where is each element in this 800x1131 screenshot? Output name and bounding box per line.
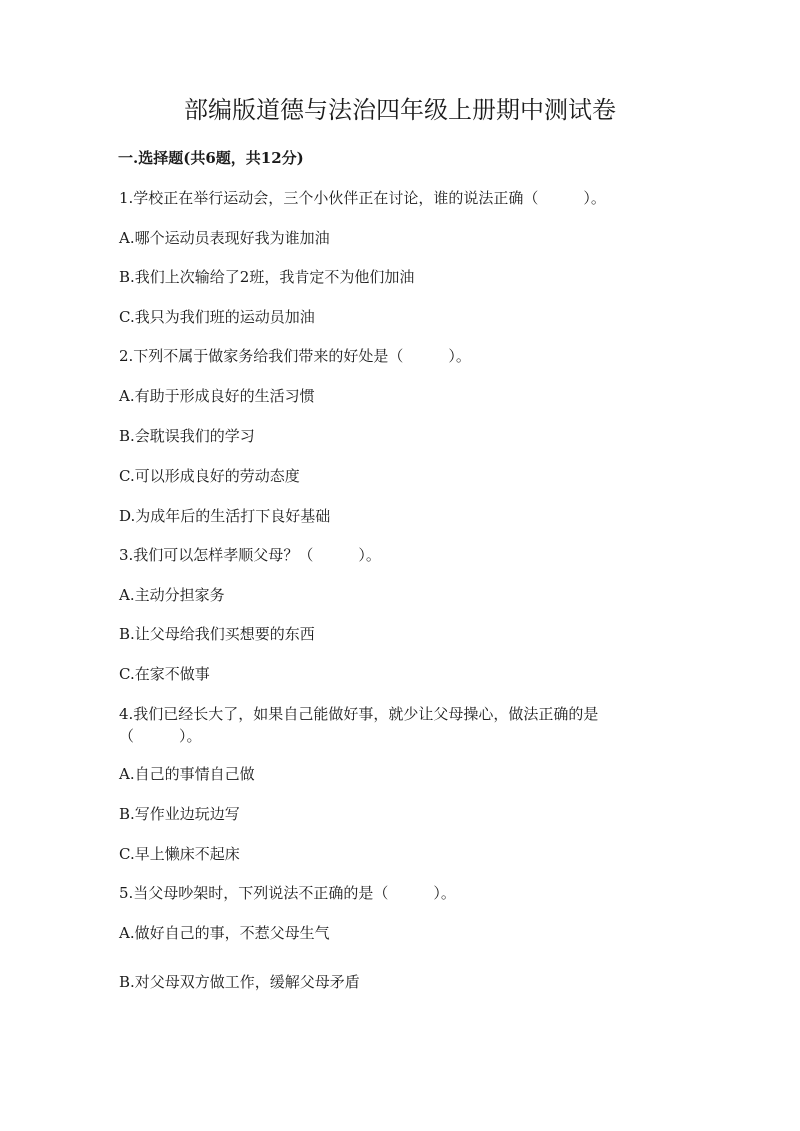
question-2-option-c: C.可以形成良好的劳动态度 [119, 467, 300, 485]
question-1-option-b: B.我们上次输给了2班，我肯定不为他们加油 [119, 268, 415, 286]
question-4-option-a: A.自己的事情自己做 [119, 765, 255, 783]
question-2-option-a: A.有助于形成良好的生活习惯 [119, 387, 315, 405]
question-5-option-b: B.对父母双方做工作，缓解父母矛盾 [119, 973, 360, 991]
question-4-option-b: B.写作业边玩边写 [119, 805, 240, 823]
question-2-option-b: B.会耽误我们的学习 [119, 427, 255, 445]
question-3-option-c: C.在家不做事 [119, 665, 210, 683]
question-4-stem: 4.我们已经长大了，如果自己能做好事，就少让父母操心，做法正确的是（ ）。 [119, 705, 599, 745]
question-1-stem: 1.学校正在举行运动会，三个小伙伴正在讨论，谁的说法正确（ ）。 [119, 189, 606, 207]
question-3-option-b: B.让父母给我们买想要的东西 [119, 625, 315, 643]
question-5-option-a: A.做好自己的事，不惹父母生气 [119, 924, 330, 942]
question-2-option-d: D.为成年后的生活打下良好基础 [119, 507, 331, 525]
question-1-option-c: C.我只为我们班的运动员加油 [119, 308, 315, 326]
question-3-option-a: A.主动分担家务 [119, 586, 225, 604]
question-2-stem: 2.下列不属于做家务给我们带来的好处是（ ）。 [119, 347, 471, 365]
exam-title: 部编版道德与法治四年级上册期中测试卷 [184, 96, 616, 124]
question-3-stem: 3.我们可以怎样孝顺父母？（ ）。 [119, 546, 381, 564]
question-5-stem: 5.当父母吵架时，下列说法不正确的是（ ）。 [119, 884, 456, 902]
question-1-option-a: A.哪个运动员表现好我为谁加油 [119, 229, 330, 247]
question-4-option-c: C.早上懒床不起床 [119, 845, 240, 863]
section-heading: 一.选择题(共6题，共12分) [118, 149, 304, 167]
